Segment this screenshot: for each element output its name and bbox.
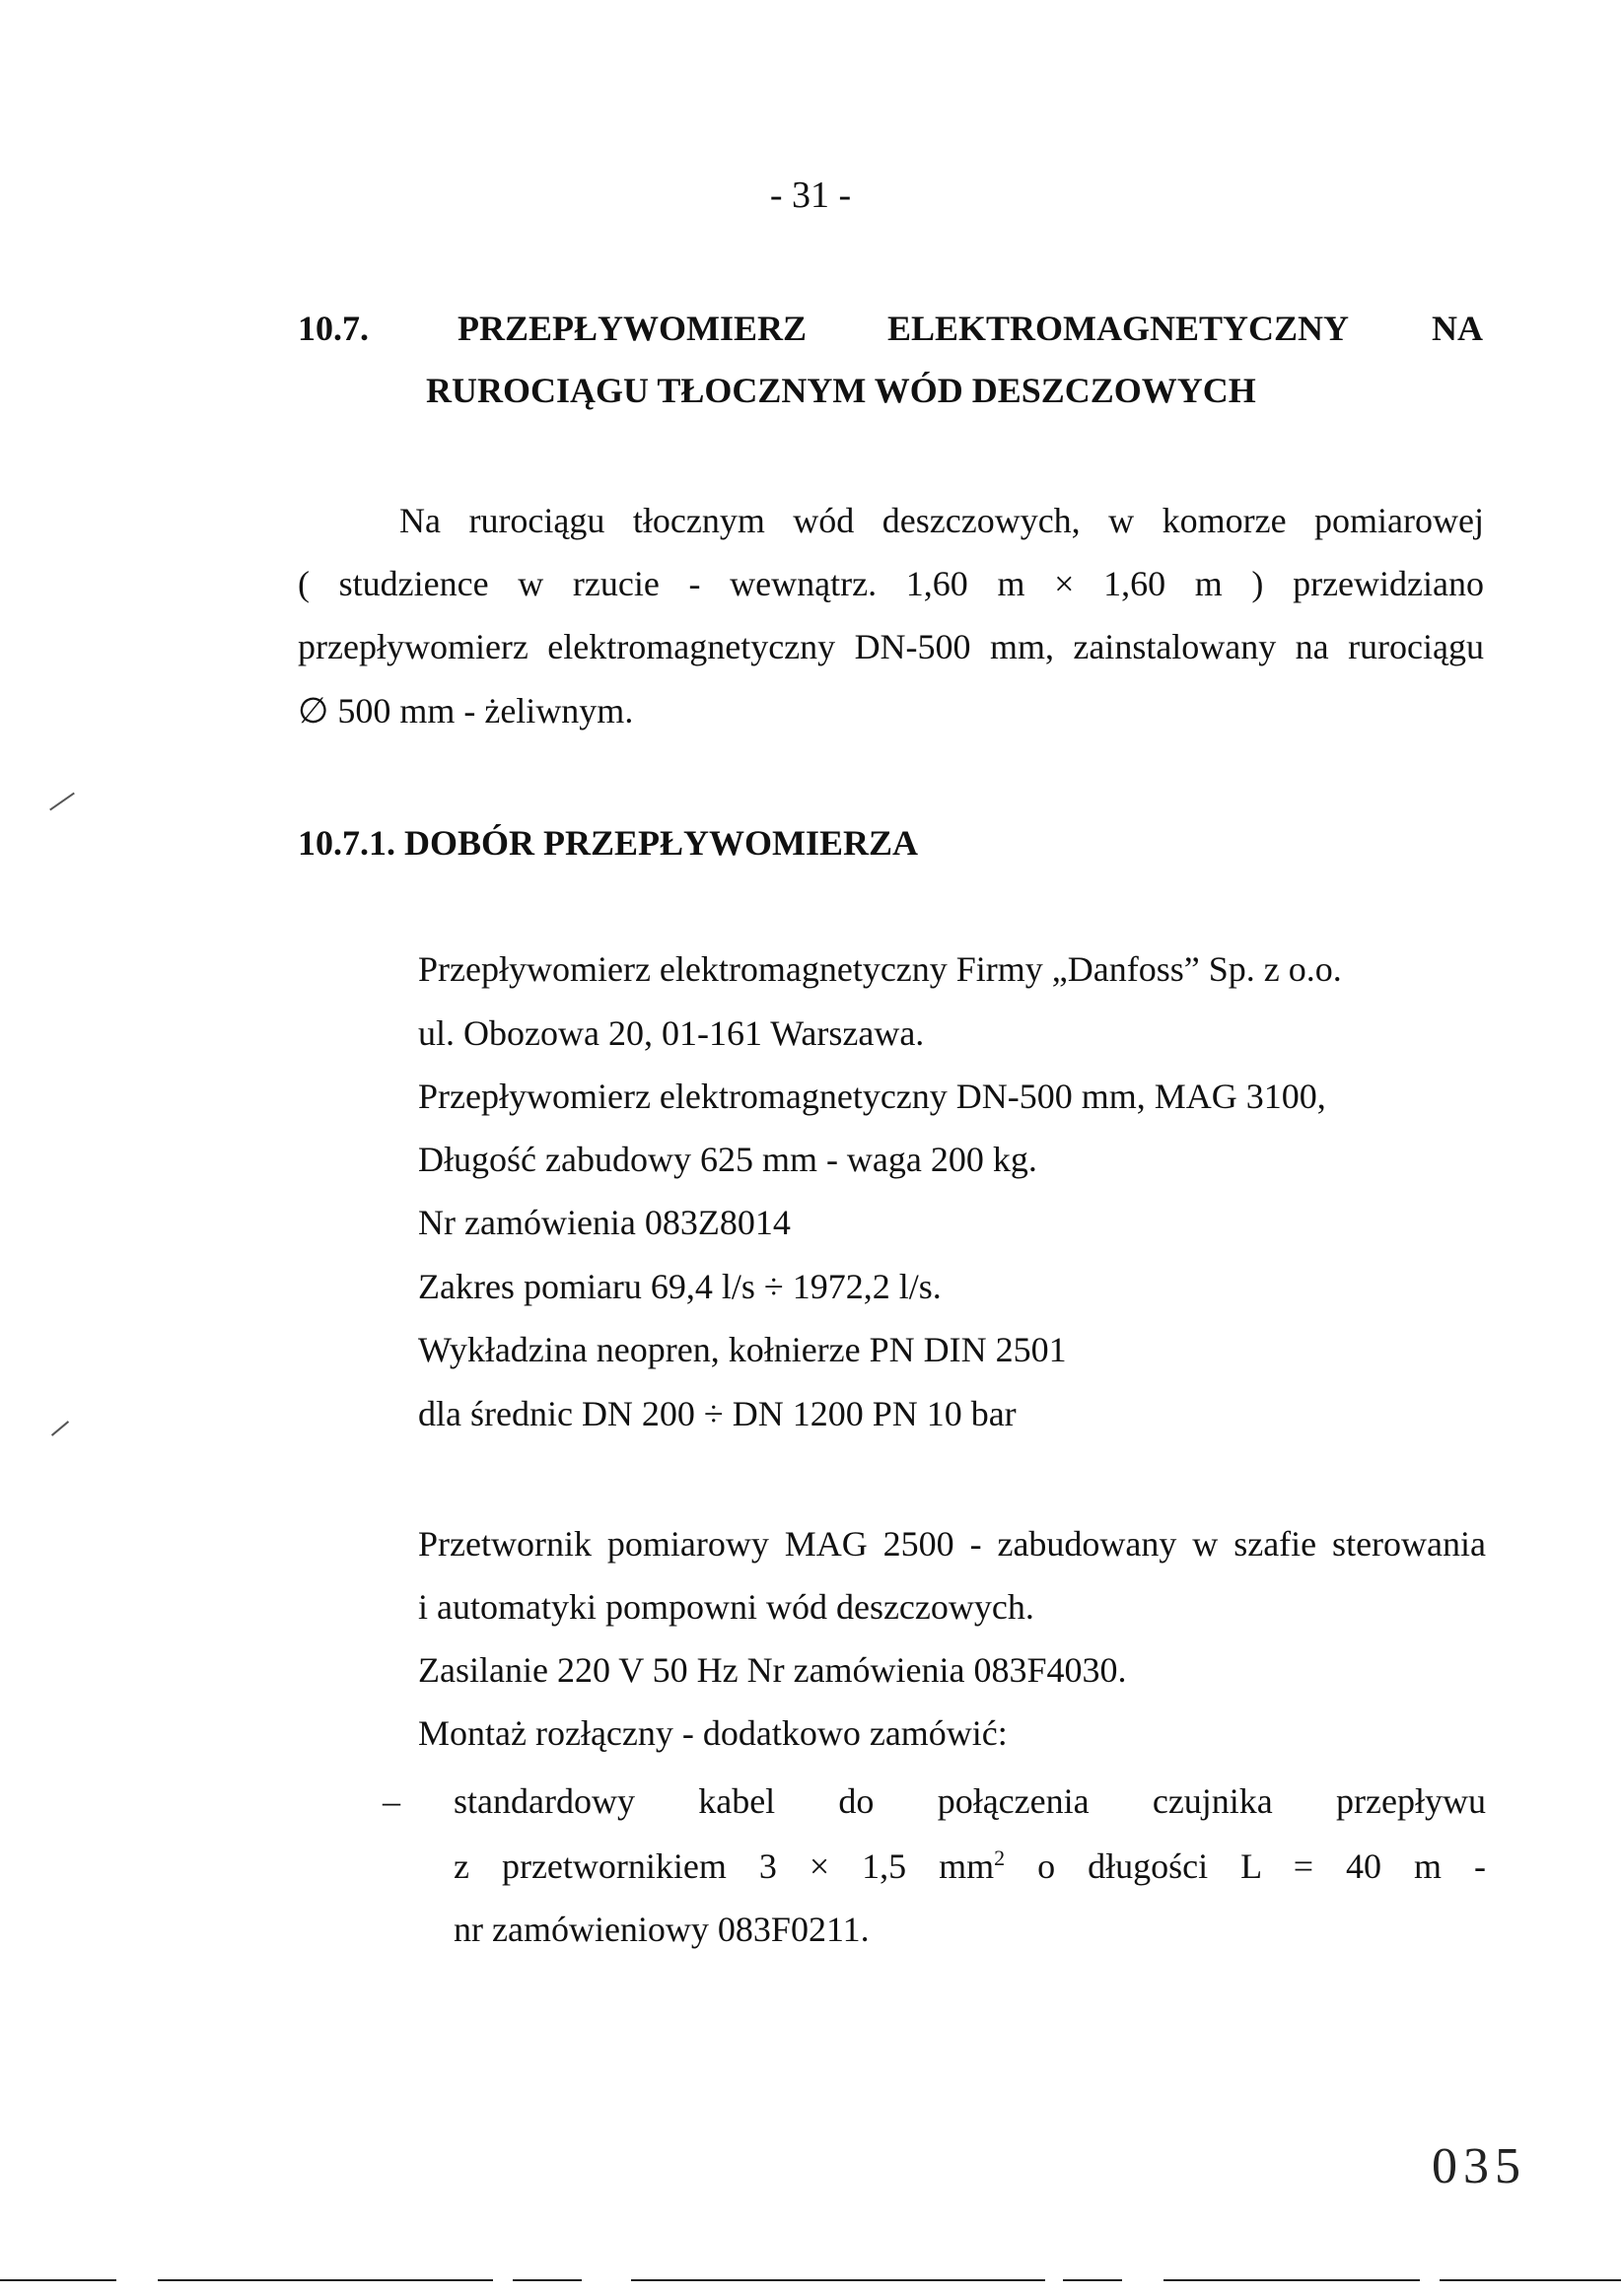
spec-line-5: Nr zamówienia 083Z8014 [418, 1203, 791, 1242]
margin-mark-1 [49, 793, 75, 811]
spec-line-1: Przepływomierz elektromagnetyczny Firmy „Danfoss” Sp. z o.o. [418, 949, 1342, 989]
bottom-scan-line-2 [158, 2279, 493, 2281]
spec-line-3: Przepływomierz elektromagnetyczny DN-500 mm, MAG 3100, [418, 1077, 1326, 1116]
bullet-line-2-superscript: 2 [994, 1845, 1006, 1870]
bullet-line-2-suffix: o długości L = 40 m - [1005, 1846, 1486, 1886]
bottom-scan-line-3 [513, 2279, 582, 2281]
spec-line-2: ul. Obozowa 20, 01-161 Warszawa. [418, 1013, 925, 1053]
intro-line-1: Na rurociągu tłocznym wód deszczowych, w komorze pomiarowej [399, 501, 1484, 540]
section-title-word-2: ELEKTROMAGNETYCZNY [887, 309, 1350, 348]
subsection-title: 10.7.1. DOBÓR PRZEPŁYWOMIERZA [298, 823, 919, 863]
bullet-line-3: nr zamówieniowy 083F0211. [454, 1910, 870, 1949]
spec-line-4: Długość zabudowy 625 mm - waga 200 kg. [418, 1140, 1037, 1179]
spec-line-7: Wykładzina neopren, kołnierze PN DIN 2501 [418, 1330, 1067, 1369]
intro-line-4: ∅ 500 mm - żeliwnym. [298, 691, 634, 731]
bullet-line-1: standardowy kabel do połączenia czujnika przepływu [454, 1781, 1486, 1821]
intro-line-2: ( studzience w rzucie - wewnątrz. 1,60 m × 1,60 m ) przewidziano [298, 564, 1484, 603]
stamp-number: 035 [1432, 2138, 1526, 2194]
bullet-dash: – [383, 1781, 400, 1821]
bottom-scan-line-5 [1063, 2279, 1122, 2281]
margin-mark-2 [51, 1421, 69, 1436]
bullet-line-2 [454, 1845, 1486, 1887]
converter-line-1: Przetwornik pomiarowy MAG 2500 - zabudowany w szafie sterowania [418, 1524, 1486, 1564]
bullet-line-2-prefix: z przetwornikiem 3 × 1,5 mm [454, 1846, 995, 1886]
spec-line-6: Zakres pomiaru 69,4 l/s ÷ 1972,2 l/s. [418, 1267, 942, 1306]
section-title-line-2: RUROCIĄGU TŁOCZNYM WÓD DESZCZOWYCH [426, 371, 1256, 410]
bottom-scan-line-1 [0, 2279, 116, 2281]
page-number: - 31 - [769, 174, 852, 216]
bottom-scan-line-7 [1440, 2279, 1621, 2281]
bottom-scan-line-6 [1163, 2279, 1420, 2281]
bottom-scan-line-4 [631, 2279, 1045, 2281]
section-title-word-1: PRZEPŁYWOMIERZ [458, 309, 808, 348]
intro-line-3: przepływomierz elektromagnetyczny DN-500 mm, zainstalowany na rurociągu [298, 627, 1484, 666]
spec-line-8: dla średnic DN 200 ÷ DN 1200 PN 10 bar [418, 1394, 1017, 1433]
converter-line-3: Zasilanie 220 V 50 Hz Nr zamówienia 083F4030. [418, 1650, 1127, 1690]
converter-line-2: i automatyki pompowni wód deszczowych. [418, 1587, 1034, 1627]
section-number: 10.7. [298, 309, 369, 348]
converter-line-4: Montaż rozłączny - dodatkowo zamówić: [418, 1713, 1008, 1753]
section-title-word-3: NA [1432, 309, 1483, 348]
